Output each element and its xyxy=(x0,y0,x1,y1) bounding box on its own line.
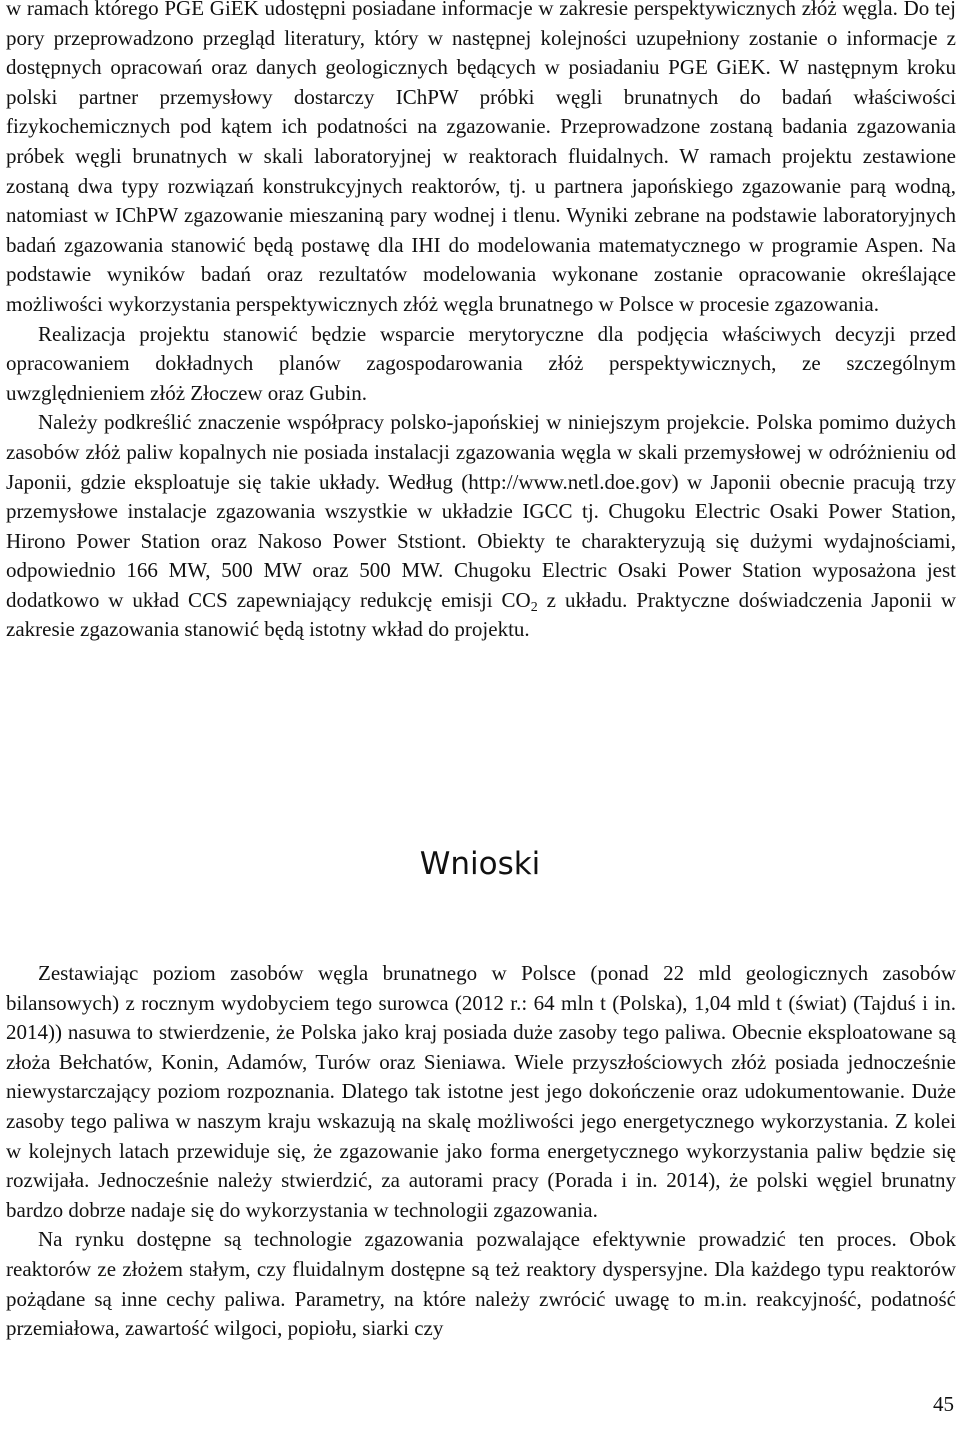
conclusions-text-block xyxy=(6,959,956,1344)
paragraph-project-support: Realizacja projektu stanowić będzie wsparcie merytoryczne dla podjęcia właściwych decyzji przed opracowaniem dokładnych planów zagospodarowania złóż perspektywicznych, ze szczególnym uwzględnieniem złóż Złoczew oraz Gubin. xyxy=(6,321,956,405)
section-heading-wnioski: Wnioski xyxy=(419,846,541,882)
page-number: 45 xyxy=(933,1392,954,1416)
paragraph-conclusions-technologies: Na rynku dostępne są technologie zgazowania pozwalające efektywnie prowadzić ten proces. Obok reaktorów ze złożem stałym, czy fluidalnym dostępne są też reaktory dyspersyjne. Dla każdego typu reaktorów pożądane są inne cechy paliwa. Parametry, na które należy zwrócić uwagę to m.in. reakcyjność, podatność przemiałowa, zawartość wilgoci, popiołu, siarki czy xyxy=(6,1227,956,1341)
paragraph-japan-text-1: Należy podkreślić znaczenie współpracy polsko-japońskiej w niniejszym projekcie. Polska pomimo dużych zasobów złóż paliw kopalnych nie posiada instalacji zgazowania węgla w skali przemysłowej w odróżnieniu od Japonii, gdzie eksploatuje się takie układy. Według (http://www.netl.doe.gov) w Japonii obecnie pracują trzy przemysłowe instalacje zgazowania wszystkie w układzie IGCC tj. Chugoku Electric Osaki Power Station, Hirono Power Station oraz Nakoso Power Ststiont. Obiekty te charakteryzują się dużymi wydajnościami, odpowiednio 166 MW, 500 MW oraz 500 MW. Chugoku Electric Osaki Power Station wyposażona jest dodatkowo w układ CCS zapewniający redukcję emisji CO xyxy=(6,410,956,612)
paragraph-japan-text-2: z układu. Praktyczne doświadczenia Japonii w zakresie zgazowania stanowić będą istotny wkład do projektu. xyxy=(6,587,956,642)
paragraph-conclusions-resources: Zestawiając poziom zasobów węgla brunatnego w Polsce (ponad 22 mld geologicznych zasobów bilansowych) z rocznym wydobyciem tego surowca (2012 r.: 64 mln t (Polska), 1,04 mld t (świat) (Tajduś i in. 2014)) nasuwa to stwierdzenie, że Polska jako kraj posiada duże zasoby tego paliwa. Obecnie eksploatowane są złoża Bełchatów, Konin, Adamów, Turów oraz Sieniawa. Wiele przyszłościowych złóż posiada jednocześnie niewystarczający poziom rozpoznania. Dlatego tak istotne jest jego dokończenie oraz udokumentowanie. Duże zasoby tego paliwa w naszym kraju wskazują na skalę możliwości jego energetycznego wykorzystania. Z kolei w kolejnych latach przewiduje się, że zgazowanie jako forma energetycznego wykorzystania paliw będzie się rozwijała. Jednocześnie należy stwierdzić, za autorami pracy (Porada i in. 2014), że polski węgiel brunatny bardzo dobrze nadaje się do wykorzystania w technologii zgazowania. xyxy=(6,961,956,1222)
paragraph-japan-cooperation xyxy=(6,408,956,645)
upper-text-block xyxy=(6,0,956,645)
co2-subscript: 2 xyxy=(530,599,538,615)
paragraph-continuation: w ramach którego PGE GiEK udostępni posiadane informacje w zakresie perspektywicznych złóż węgla. Do tej pory przeprowadzono przegląd literatury, który w następnej kolejności uzupełniony zostanie o informacje z dostępnych opracowań oraz danych geologicznych będących w posiadaniu PGE GiEK. W następnym kroku polski partner przemysłowy dostarczy IChPW próbki węgli brunatnych do badań właściwości fizykochemicznych pod kątem ich podatności na zgazowanie. Przeprowadzone zostaną badania zgazowania próbek węgli brunatnych w skali laboratoryjnej w reaktorach fluidalnych. W ramach projektu zestawione zostaną dwa typy rozwiązań konstrukcyjnych reaktorów, tj. u partnera japońskiego zgazowanie parą wodną, natomiast w IChPW zgazowanie mieszaniną pary wodnej i tlenu. Wyniki zebrane na podstawie laboratoryjnych badań zgazowania stanowić będą postawę dla IHI do modelowania matematycznego w programie Aspen. Na podstawie wyników badań oraz rezultatów modelowania wykonane zostanie opracowanie określające możliwości wykorzystania perspektywicznych złóż węgla brunatnego w Polsce w procesie zgazowania. xyxy=(6,0,956,316)
